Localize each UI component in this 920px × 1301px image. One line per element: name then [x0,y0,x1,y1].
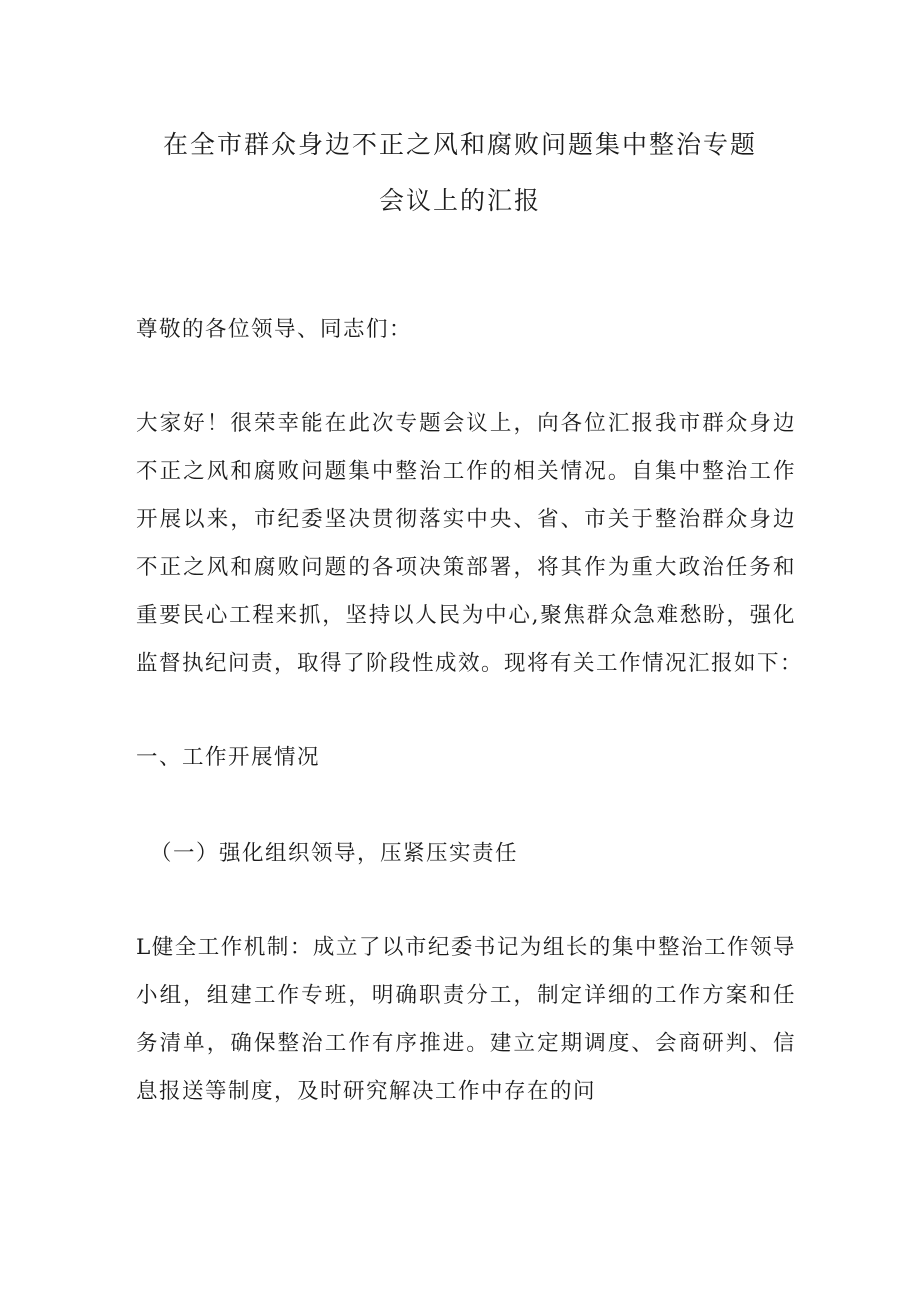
paragraph-1-line-2: 不正之风和腐败问题集中整治工作的相关情况。自集中整治工作 [136,459,796,484]
document-title-line-2: 会议上的汇报 [378,186,541,215]
paragraph-2-line-2: 小组，组建工作专班，明确职责分工，制定详细的工作方案和任 [136,983,796,1008]
paragraph-1-line-6: 监督执纪问责，取得了阶段性成效。现将有关工作情况汇报如下： [136,651,804,676]
document-title-line-1: 在全市群众身边不正之风和腐败问题集中整治专题 [162,130,757,159]
paragraph-2-line-4: 息报送等制度，及时研究解决工作中存在的问 [136,1079,597,1104]
salutation: 尊敬的各位领导、同志们： [136,317,413,342]
paragraph-2-line-1: L健全工作机制：成立了以市纪委书记为组长的集中整治工作领导 [136,935,796,960]
paragraph-1-line-5: 重要民心工程来抓，坚持以人民为中心,聚焦群众急难愁盼，强化 [136,603,796,628]
paragraph-2-line-3: 务清单，确保整治工作有序推进。建立定期调度、会商研判、信 [136,1031,796,1056]
section-1-heading: 一、工作开展情况 [136,745,321,770]
paragraph-1-line-3: 开展以来，市纪委坚决贯彻落实中央、省、市关于整治群众身边 [136,507,796,532]
subsection-1-heading: （一）强化组织领导，压紧压实责任 [150,841,519,866]
paragraph-1-line-4: 不正之风和腐败问题的各项决策部署，将其作为重大政治任务和 [136,555,796,580]
paragraph-1-line-1: 大家好！很荣幸能在此次专题会议上，向各位汇报我市群众身边 [136,411,796,436]
